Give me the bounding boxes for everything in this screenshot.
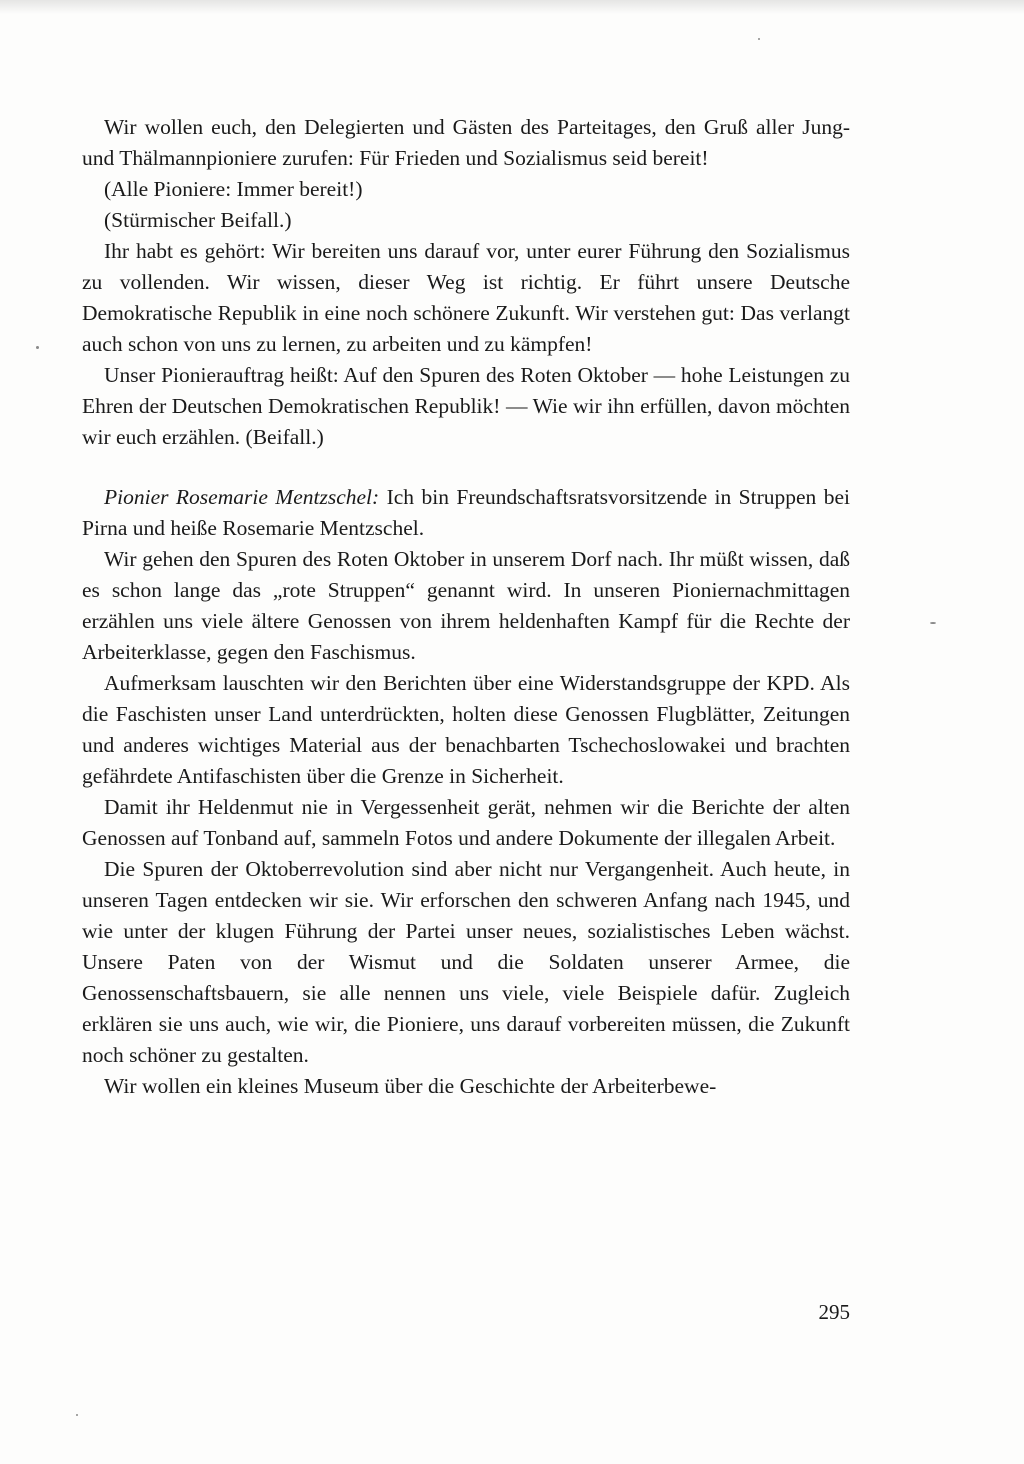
paragraph: Wir wollen ein kleines Museum über die Geschichte der Arbeiterbewe- (104, 1074, 717, 1098)
scan-edge (0, 0, 1024, 14)
scan-speck (36, 346, 39, 349)
scan-speck (930, 622, 936, 624)
speaker-name: Pionier Rosemarie Mentzschel: (104, 485, 380, 509)
page-number: 295 (818, 1300, 850, 1324)
speaker-text: Ich bin Freundschaftsratsvorsitzende in Struppen bei Pirna und heiße Rosemarie Mentzschel. (82, 485, 850, 540)
speaker-paragraph (82, 482, 850, 544)
paragraph: Wir gehen den Spuren des Roten Oktober in unserem Dorf nach. Ihr müßt wissen, daß es schon lange das „rote Struppen“ genannt wird. In unseren Pioniernachmittagen erzählen uns viele ältere Genossen von ihrem heldenhaften Kampf für die Rechte der Arbeiterklasse, gegen den Faschismus. (82, 547, 850, 664)
paragraph: Damit ihr Heldenmut nie in Vergessenheit gerät, nehmen wir die Berichte der alten Genossen auf Tonband auf, sammeln Fotos und andere Dokumente der illegalen Arbeit. (82, 795, 850, 850)
scan-speck (758, 38, 760, 40)
paragraph: Unser Pionierauftrag heißt: Auf den Spuren des Roten Oktober — hohe Leistungen zu Ehren der Deutschen Demokratischen Republik! — Wie wir ihn erfüllen, davon möchten wir euch erzählen. (Beifall.) (82, 363, 850, 449)
scan-speck (76, 1414, 78, 1416)
paragraph: Ihr habt es gehört: Wir bereiten uns darauf vor, unter eurer Führung den Sozialismus zu vollenden. Wir wissen, dieser Weg ist richtig. Er führt unsere Deutsche Demokratische Republik in eine noch schönere Zukunft. Wir verstehen gut: Das verlangt auch schon von uns zu lernen, zu arbeiten und zu kämpfen! (82, 239, 850, 356)
paragraph: (Alle Pioniere: Immer bereit!) (104, 177, 363, 201)
paragraph: (Stürmischer Beifall.) (104, 208, 292, 232)
paragraph: Wir wollen euch, den Delegierten und Gästen des Parteitages, den Gruß aller Jung- und Thälmannpioniere zurufen: Für Frieden und Sozialismus seid bereit! (82, 115, 850, 170)
body-text (82, 112, 850, 1102)
paragraph: Aufmerksam lauschten wir den Berichten über eine Widerstandsgruppe der KPD. Als die Faschisten unser Land unterdrückten, holten diese Genossen Flugblätter, Zeitungen und anderes wichtiges Material aus der benachbarten Tschechoslowakei und brachten gefährdete Antifaschisten über die Grenze in Sicherheit. (82, 671, 850, 788)
paragraph: Die Spuren der Oktoberrevolution sind aber nicht nur Vergangenheit. Auch heute, in unseren Tagen entdecken wir sie. Wir erforschen den schweren Anfang nach 1945, und wie unter der klugen Führung der Partei unser neues, sozialistisches Leben wächst. Unsere Paten von der Wismut und die Soldaten unserer Armee, die Genossenschaftsbauern, sie alle nennen uns viele, viele Beispiele dafür. Zugleich erklären sie uns auch, wie wir, die Pioniere, uns darauf vorbereiten müssen, die Zukunft noch schöner zu gestalten. (82, 857, 850, 1067)
